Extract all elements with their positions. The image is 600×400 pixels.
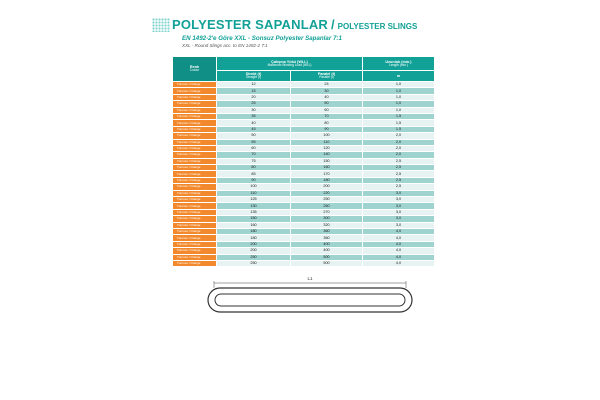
cell-colour: Turuncu / Orange (173, 248, 217, 254)
dimension-label: L1 (307, 276, 313, 281)
cell-straight: 70 (217, 152, 291, 158)
cell-colour: Turuncu / Orange (173, 126, 217, 132)
cell-colour: Turuncu / Orange (173, 139, 217, 145)
cell-straight: 60 (217, 145, 291, 151)
cell-parallel: 24 (291, 82, 363, 88)
sling-inner-outline (215, 294, 405, 306)
cell-length: 2,5 (363, 171, 435, 177)
col-header-wll-en: Maximum Working Load (WLL) (267, 62, 312, 67)
title-en: POLYESTER SLINGS (337, 22, 418, 31)
col-header-length (363, 57, 435, 71)
cell-colour: Turuncu / Orange (173, 94, 217, 100)
cell-length: 2,0 (363, 139, 435, 145)
col-header-colour-tr: Renk (189, 65, 200, 70)
cell-parallel: 50 (291, 101, 363, 107)
col-header-straight-tr: Direkt (t) (245, 72, 262, 77)
cell-straight: 40 (217, 120, 291, 126)
cell-straight: 45 (217, 126, 291, 132)
cell-length: 4,0 (363, 241, 435, 247)
cell-straight: 180 (217, 228, 291, 234)
cell-length: 1,0 (363, 107, 435, 113)
title-separator: / (331, 17, 335, 32)
cell-parallel: 100 (291, 133, 363, 139)
cell-straight: 90 (217, 177, 291, 183)
cell-length: 4,0 (363, 235, 435, 241)
cell-straight: 130 (217, 203, 291, 209)
col-header-colour-en: Colour (189, 68, 200, 73)
cell-length: 3,0 (363, 209, 435, 215)
cell-colour: Turuncu / Orange (173, 113, 217, 119)
cell-parallel: 270 (291, 209, 363, 215)
cell-parallel: 250 (291, 197, 363, 203)
cell-parallel: 500 (291, 254, 363, 260)
cell-length: 3,0 (363, 203, 435, 209)
cell-straight: 50 (217, 133, 291, 139)
cell-length: 2,0 (363, 133, 435, 139)
cell-straight: 25 (217, 101, 291, 107)
cell-length: 1,5 (363, 120, 435, 126)
cell-straight: 100 (217, 184, 291, 190)
cell-straight: 200 (217, 241, 291, 247)
sling-diagram (206, 272, 414, 318)
header-dots-decoration (152, 18, 170, 32)
cell-length: 2,0 (363, 152, 435, 158)
cell-length: 2,5 (363, 158, 435, 164)
cell-straight: 160 (217, 222, 291, 228)
cell-parallel: 400 (291, 248, 363, 254)
cell-parallel: 360 (291, 228, 363, 234)
cell-colour: Turuncu / Orange (173, 235, 217, 241)
cell-length: 3,0 (363, 222, 435, 228)
cell-parallel: 170 (291, 171, 363, 177)
cell-length: 4,0 (363, 228, 435, 234)
col-header-straight (217, 71, 291, 82)
cell-colour: Turuncu / Orange (173, 152, 217, 158)
cell-length: 3,0 (363, 216, 435, 222)
cell-colour: Turuncu / Orange (173, 184, 217, 190)
cell-parallel: 400 (291, 241, 363, 247)
cell-colour: Turuncu / Orange (173, 216, 217, 222)
cell-length: 1,0 (363, 88, 435, 94)
col-header-parallel-en: Parallel (t) (319, 75, 334, 80)
col-header-length-en: Length (min.) (389, 62, 408, 67)
page-subtitle: EN 1492-2'e Göre XXL - Sonsuz Polyester Sapanlar 7:1 (182, 35, 342, 42)
cell-straight: 20 (217, 94, 291, 100)
cell-colour: Turuncu / Orange (173, 228, 217, 234)
cell-parallel: 320 (291, 222, 363, 228)
cell-length: 2,5 (363, 165, 435, 171)
cell-straight: 55 (217, 139, 291, 145)
cell-parallel: 70 (291, 113, 363, 119)
cell-straight: 30 (217, 107, 291, 113)
cell-colour: Turuncu / Orange (173, 260, 217, 266)
cell-length: 1,0 (363, 94, 435, 100)
col-header-length-unit: m (363, 71, 435, 82)
cell-colour: Turuncu / Orange (173, 107, 217, 113)
cell-parallel: 150 (291, 158, 363, 164)
cell-colour: Turuncu / Orange (173, 165, 217, 171)
cell-length: 4,0 (363, 248, 435, 254)
col-header-straight-en: Straight (t) (246, 75, 261, 80)
cell-colour: Turuncu / Orange (173, 88, 217, 94)
col-header-colour (173, 57, 217, 82)
cell-parallel: 500 (291, 260, 363, 266)
cell-length: 3,0 (363, 190, 435, 196)
cell-straight: 75 (217, 158, 291, 164)
cell-colour: Turuncu / Orange (173, 101, 217, 107)
cell-straight: 200 (217, 248, 291, 254)
cell-straight: 150 (217, 216, 291, 222)
cell-parallel: 360 (291, 235, 363, 241)
cell-colour: Turuncu / Orange (173, 82, 217, 88)
cell-length: 1,5 (363, 126, 435, 132)
col-header-parallel-tr: Paralel (t) (317, 72, 336, 77)
cell-parallel: 120 (291, 145, 363, 151)
sling-outer-outline (208, 288, 412, 312)
cell-colour: Turuncu / Orange (173, 203, 217, 209)
cell-colour: Turuncu / Orange (173, 254, 217, 260)
cell-straight: 15 (217, 88, 291, 94)
cell-parallel: 30 (291, 88, 363, 94)
cell-length: 1,5 (363, 113, 435, 119)
cell-straight: 125 (217, 197, 291, 203)
cell-colour: Turuncu / Orange (173, 209, 217, 215)
cell-parallel: 300 (291, 216, 363, 222)
cell-parallel: 90 (291, 126, 363, 132)
cell-parallel: 140 (291, 152, 363, 158)
cell-colour: Turuncu / Orange (173, 222, 217, 228)
cell-colour: Turuncu / Orange (173, 145, 217, 151)
cell-straight: 85 (217, 171, 291, 177)
cell-parallel: 40 (291, 94, 363, 100)
cell-straight: 80 (217, 165, 291, 171)
cell-length: 3,0 (363, 197, 435, 203)
cell-parallel: 60 (291, 107, 363, 113)
cell-length: 2,0 (363, 145, 435, 151)
cell-length: 1,0 (363, 101, 435, 107)
cell-parallel: 110 (291, 139, 363, 145)
cell-colour: Turuncu / Orange (173, 120, 217, 126)
cell-straight: 180 (217, 235, 291, 241)
title-tr: POLYESTER SAPANLAR (172, 17, 329, 32)
cell-straight: 250 (217, 260, 291, 266)
cell-colour: Turuncu / Orange (173, 197, 217, 203)
cell-length: 2,5 (363, 177, 435, 183)
page-title (172, 16, 417, 34)
col-header-wll (217, 57, 363, 71)
cell-straight: 35 (217, 113, 291, 119)
col-header-wll-tr: Çalışma Yükü (WLL) (271, 59, 308, 64)
cell-parallel: 80 (291, 120, 363, 126)
cell-colour: Turuncu / Orange (173, 158, 217, 164)
cell-colour: Turuncu / Orange (173, 171, 217, 177)
cell-parallel: 200 (291, 184, 363, 190)
cell-length: 2,5 (363, 184, 435, 190)
slings-table (172, 56, 435, 267)
cell-straight: 250 (217, 254, 291, 260)
cell-straight: 135 (217, 209, 291, 215)
col-header-parallel (291, 71, 363, 82)
cell-parallel: 180 (291, 177, 363, 183)
table-row (173, 260, 435, 266)
cell-colour: Turuncu / Orange (173, 241, 217, 247)
cell-length: 4,0 (363, 254, 435, 260)
col-header-length-tr: Uzunluk (min.) (385, 59, 412, 64)
cell-colour: Turuncu / Orange (173, 190, 217, 196)
cell-colour: Turuncu / Orange (173, 133, 217, 139)
cell-length: 1,0 (363, 82, 435, 88)
cell-parallel: 260 (291, 203, 363, 209)
cell-colour: Turuncu / Orange (173, 177, 217, 183)
page-subtitle-en: XXL - Round Slings acc. to EN 1492-2 7:1 (182, 43, 268, 48)
cell-parallel: 160 (291, 165, 363, 171)
cell-straight: 12 (217, 82, 291, 88)
cell-straight: 110 (217, 190, 291, 196)
cell-parallel: 220 (291, 190, 363, 196)
cell-length: 4,0 (363, 260, 435, 266)
